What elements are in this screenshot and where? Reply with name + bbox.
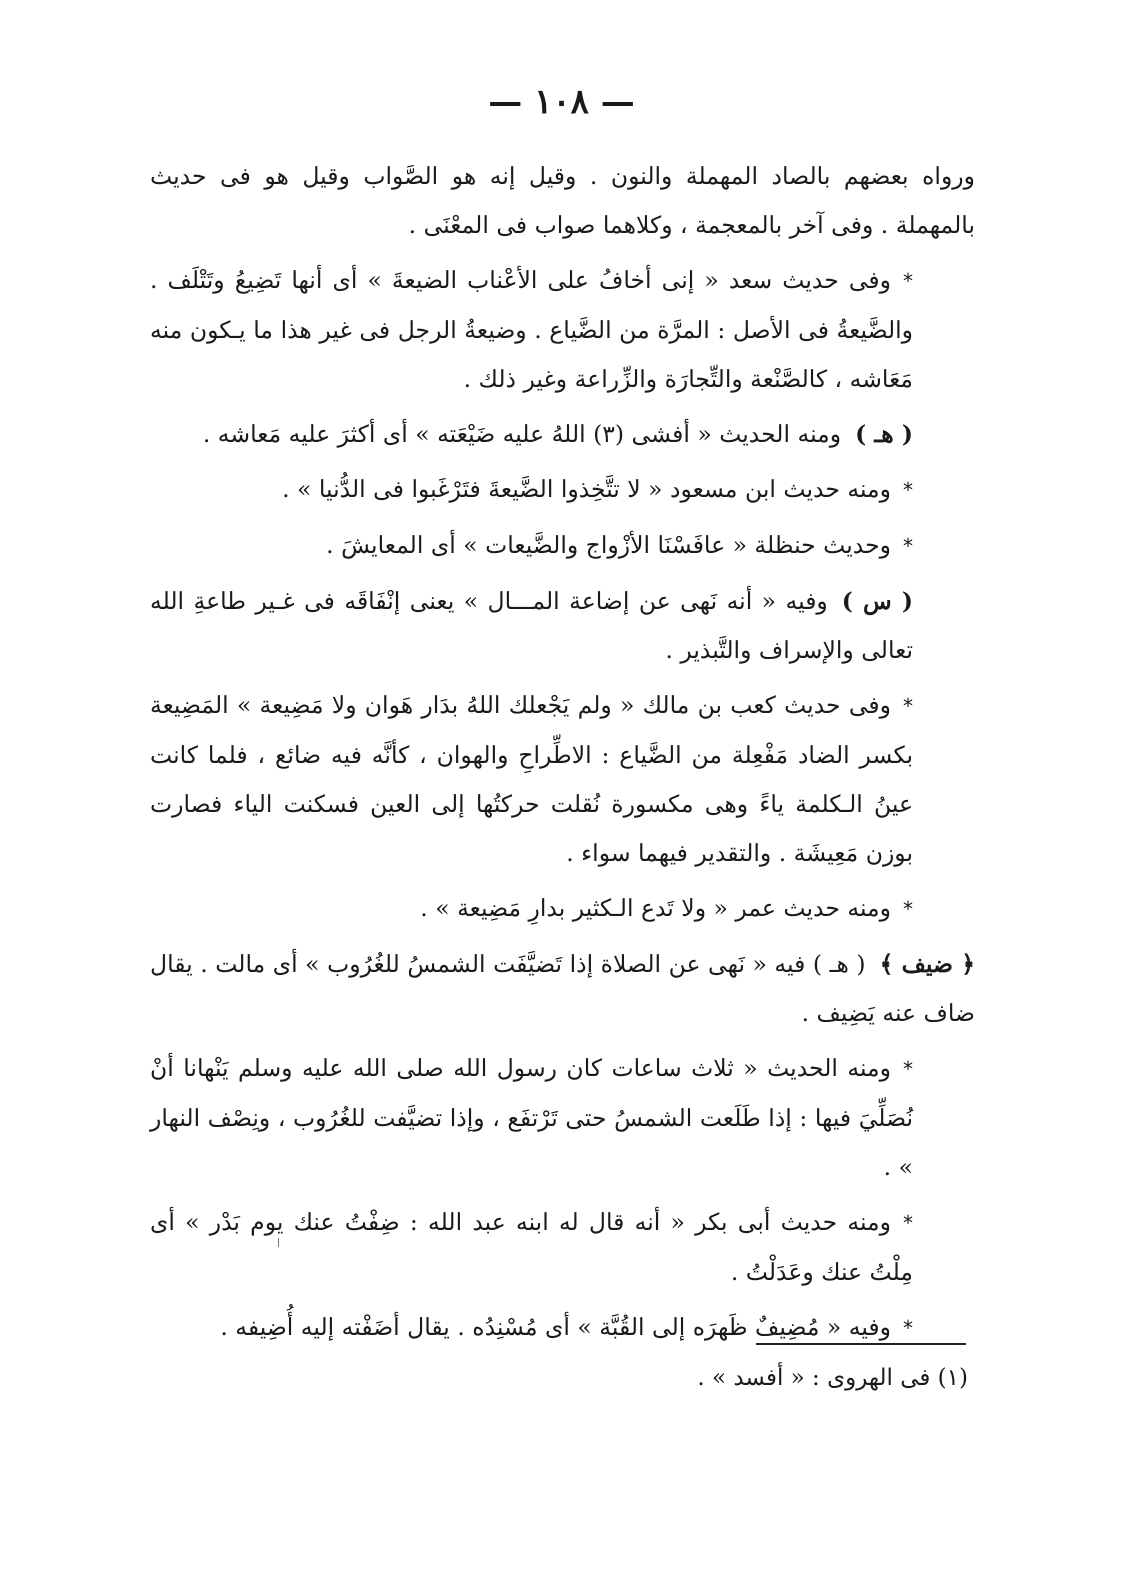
paragraph (150, 1198, 975, 1297)
paragraph-text: ورواه بعضهم بالصاد المهملة والنون . وقيل إنه هو الصَّواب وقيل هو فى حديث بالمهملة . وفى آخر بالمعجمة ، وكلاهما صواب فى المعْنَى . (150, 162, 975, 239)
paragraph (150, 521, 975, 571)
asterisk-marker: * (903, 478, 913, 502)
paragraph-text: ومنه الحديث « ثلاث ساعات كان رسول الله صلى الله عليه وسلم يَنْهانا أنْ نُصَلِّيَ فيها : إذا طَلَعت الشمسُ حتى تَرْتفَع ، وإذا تضيَّفت للغُرُوب ، ونِصْف النهار » . (150, 1054, 913, 1181)
body-text (150, 152, 975, 1359)
paragraph-text: ومنه حديث أبى بكر « أنه قال له ابنه عبد الله : ضِفْتُ عنك يوم بَدْر » أى مِلْتُ عنك وعَدَلْتُ . (150, 1208, 913, 1286)
paragraph-text: وفى حديث سعد « إنى أخافُ على الأعْناب الضيعةَ » أى أنها تَضِيعُ وتَتْلَف . والضَّيعةُ فى الأصل : المرَّة من الضَّياع . وضيعةُ الرجل فى غير هذا ما يـكون منه مَعَاشه ، كالصَّنْعة والتِّجارَة والزِّراعة وغير ذلك . (150, 266, 913, 393)
asterisk-marker: * (903, 1211, 913, 1235)
entry-heading-paragraph (150, 940, 975, 1038)
paragraph (150, 256, 975, 404)
paragraph-text: وفيه « مُضِيفٌ ظَهرَه إلى القُبَّة » أى مُسْنِدُه . يقال أضَفْته إليه أُضِيفه . (220, 1313, 891, 1341)
footnote-divider (756, 1343, 966, 1345)
footnote: (١) فى الهروى : « أفسد » . (697, 1365, 968, 1391)
asterisk-marker: * (903, 534, 913, 558)
paragraph-text: ( هـ ) فيه « نَهى عن الصلاة إذا تَضيَّفَت الشمسُ للغُرُوب » أى مالت . يقال ضاف عنه يَضِيف . (150, 950, 975, 1027)
paragraph (150, 410, 975, 459)
source-marker: ( هـ ) (855, 420, 913, 448)
page-number: — ١٠٨ — (488, 82, 635, 122)
paragraph (150, 465, 975, 515)
asterisk-marker: * (903, 269, 913, 293)
asterisk-marker: * (903, 1057, 913, 1081)
asterisk-marker: * (903, 1316, 913, 1340)
entry-heading: ﴿ ضيف ﴾ (879, 950, 975, 978)
paragraph (150, 152, 975, 250)
print-speck (278, 1238, 279, 1247)
paragraph-text: ومنه حديث ابن مسعود « لا تتَّخِذوا الضَّيعةَ فتَرْغَبوا فى الدُّنيا » . (282, 475, 891, 503)
paragraph-text: ومنه حديث عمر « ولا تَدع الـكثير بدارِ مَضِيعة » . (420, 894, 891, 922)
paragraph-text: وفيه « أنه نَهى عن إضاعة المـــال » يعنى إنْفَاقَه فى غـير طاعةِ الله تعالى والإسراف والتَّبذير . (150, 587, 913, 664)
asterisk-marker: * (903, 897, 913, 921)
paragraph-text: وفى حديث كعب بن مالك « ولم يَجْعلك اللهُ بدَار هَوان ولا مَضِيعة » المَضِيعة بكسر الضاد مَفْعِلة من الضَّياع : الاطِّراحِ والهوان ، كأنَّه فيه ضائع ، فلما كانت عينُ الـكلمة ياءً وهى مكسورة نُقلت حركتُها إلى العين فسكنت الياء فصارت بوزن مَعِيشَة . والتقدير فيهما سواء . (150, 691, 913, 867)
paragraph (150, 1303, 975, 1353)
paragraph (150, 1044, 975, 1192)
paragraph-text: وحديث حنظلة « عافَسْنَا الأزْواج والضَّيعات » أى المعايشَ . (326, 531, 891, 559)
asterisk-marker: * (903, 694, 913, 718)
source-marker: ( س ) (841, 587, 913, 615)
paragraph-text: ومنه الحديث « أفشى (٣) اللهُ عليه ضَيْعَته » أى أكثرَ عليه مَعاشه . (202, 420, 842, 448)
paragraph (150, 577, 975, 675)
paragraph (150, 884, 975, 934)
paragraph (150, 681, 975, 878)
